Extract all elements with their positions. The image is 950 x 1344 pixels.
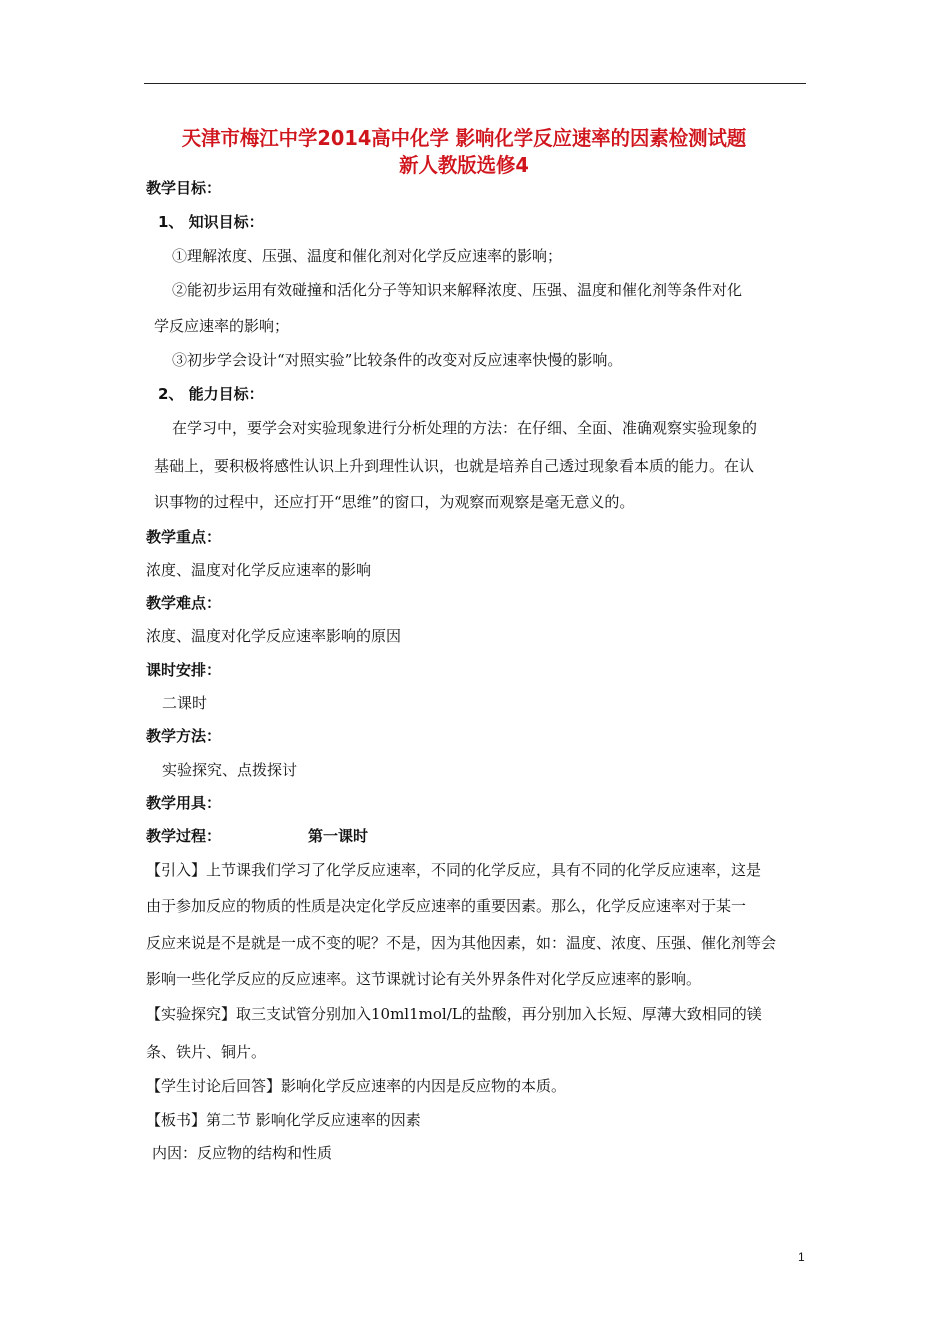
header-rule <box>144 83 806 84</box>
lesson-label: 第一课时 <box>308 827 369 845</box>
key-points-heading: 教学重点： <box>146 528 222 546</box>
objectives-heading: 教学目标： <box>146 179 222 197</box>
process-heading: 教学过程： <box>146 827 222 845</box>
knowledge-item-1: ①理解浓度、压强、温度和催化剂对化学反应速率的影响； <box>172 247 563 265</box>
page-number: 1 <box>798 1250 805 1264</box>
doc-title-line2: 新人教版选修4 <box>399 153 529 177</box>
experiment-line-1: 【实验探究】取三支试管分别加入10ml1mol/L的盐酸，再分别加入长短、厚薄大致相同的镁 <box>146 1005 762 1023</box>
knowledge-item-3: ③初步学会设计“对照实验”比较条件的改变对反应速率快慢的影响。 <box>172 351 623 369</box>
methods-heading: 教学方法： <box>146 727 222 745</box>
intro-line-1: 【引入】上节课我们学习了化学反应速率，不同的化学反应，具有不同的化学反应速率，这是 <box>146 861 762 879</box>
ability-heading: 2、 能力目标： <box>158 385 264 403</box>
knowledge-item-2-line1: ②能初步运用有效碰撞和活化分子等知识来解释浓度、压强、温度和催化剂等条件对化 <box>172 281 743 299</box>
experiment-line-2: 条、铁片、铜片。 <box>146 1043 267 1061</box>
intro-line-4: 影响一些化学反应的反应速率。这节课就讨论有关外界条件对化学反应速率的影响。 <box>146 970 702 988</box>
difficulties-heading: 教学难点： <box>146 594 222 612</box>
internal-cause-text: 内因：反应物的结构和性质 <box>152 1144 333 1162</box>
schedule-heading: 课时安排： <box>146 661 222 679</box>
ability-line-2: 基础上，要积极将感性认识上升到理性认识，也就是培养自己透过现象看本质的能力。在认 <box>154 457 755 475</box>
doc-title-line1: 天津市梅江中学2014高中化学 影响化学反应速率的因素检测试题 <box>181 126 747 150</box>
ability-line-3: 识事物的过程中，还应打开“思维”的窗口，为观察而观察是毫无意义的。 <box>154 493 635 511</box>
intro-line-3: 反应来说是不是就是一成不变的呢？不是，因为其他因素，如：温度、浓度、压强、催化剂等会 <box>146 934 777 952</box>
methods-text: 实验探究、点拨探讨 <box>162 761 298 779</box>
key-points-text: 浓度、温度对化学反应速率的影响 <box>146 561 372 579</box>
difficulties-text: 浓度、温度对化学反应速率影响的原因 <box>146 627 402 645</box>
tools-heading: 教学用具： <box>146 794 222 812</box>
knowledge-heading: 1、 知识目标： <box>158 213 264 231</box>
discussion-text: 【学生讨论后回答】影响化学反应速率的内因是反应物的本质。 <box>146 1077 567 1095</box>
knowledge-item-2-line2: 学反应速率的影响； <box>154 317 290 335</box>
ability-line-1: 在学习中，要学会对实验现象进行分析处理的方法：在仔细、全面、准确观察实验现象的 <box>172 419 758 437</box>
schedule-text: 二课时 <box>162 694 208 712</box>
board-text: 【板书】第二节 影响化学反应速率的因素 <box>146 1111 421 1129</box>
intro-line-2: 由于参加反应的物质的性质是决定化学反应速率的重要因素。那么，化学反应速率对于某一 <box>146 897 747 915</box>
